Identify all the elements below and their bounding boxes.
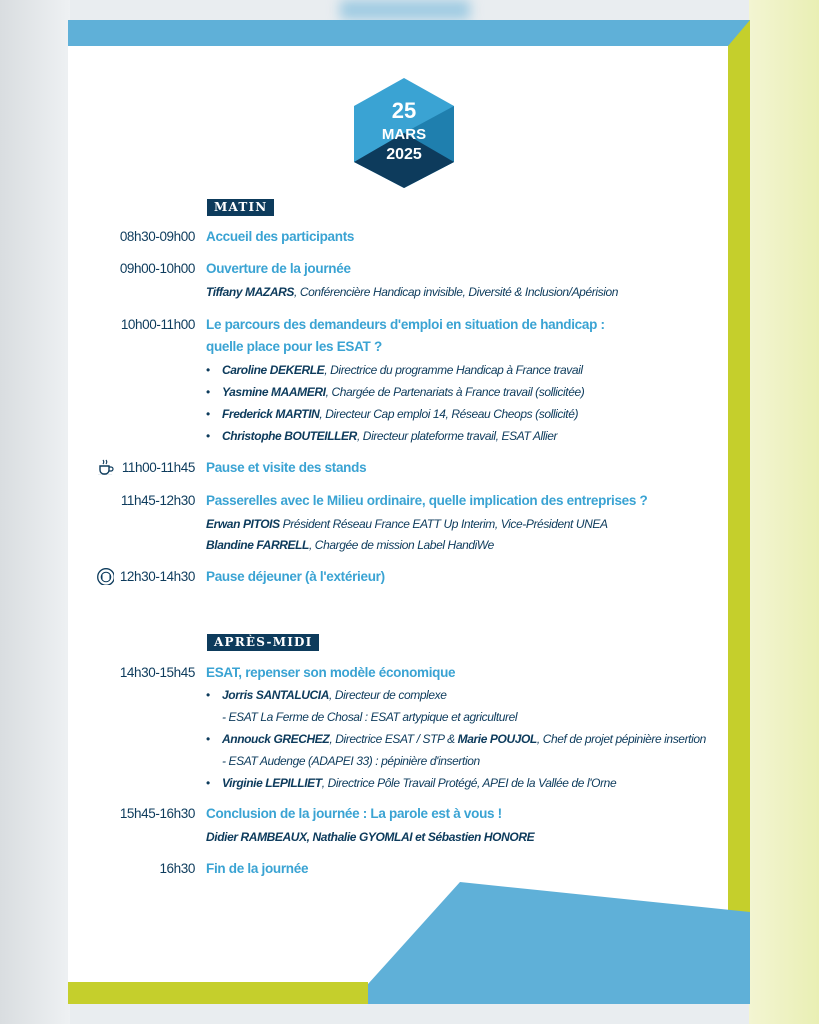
time-slot: 11h45-12h30 (120, 493, 195, 508)
session-title: Passerelles avec le Milieu ordinaire, quelle implication des entreprises ? (206, 493, 648, 508)
session-title: Fin de la journée (206, 861, 309, 876)
background-left (0, 0, 70, 1024)
coffee-cup-icon (96, 457, 114, 475)
session-title: Pause et visite des stands (206, 460, 367, 475)
session-title: Pause déjeuner (à l'extérieur) (206, 569, 385, 584)
speaker-line: Caroline DEKERLE, Directrice du programme Handicap à France travail (222, 363, 583, 377)
session-title: ESAT, repenser son modèle économique (206, 665, 456, 680)
time-slot: 10h00-11h00 (120, 317, 195, 332)
time-slot: 08h30-09h00 (119, 229, 195, 244)
session-title: Ouverture de la journée (206, 261, 351, 276)
speaker-line: Didier RAMBEAUX, Nathalie GYOMLAI et Sébastien HONORE (206, 830, 535, 844)
plate-icon (96, 567, 114, 585)
time-slot: 11h00-11h45 (121, 460, 195, 475)
speaker-line: Tiffany MAZARS, Conférencière Handicap invisible, Diversité & Inclusion/Apérision (206, 285, 619, 299)
time-slot: 09h00-10h00 (119, 261, 195, 276)
speaker-line: Blandine FARRELL, Chargée de mission Label HandiWe (206, 538, 494, 552)
speaker-line: Frederick MARTIN, Directeur Cap emploi 14, Réseau Cheops (sollicité) (222, 407, 579, 421)
program-page (68, 20, 750, 1004)
bullet: • (206, 407, 211, 421)
speaker-line: Christophe BOUTEILLER, Directeur plateforme travail, ESAT Allier (222, 429, 558, 443)
session-title: Accueil des participants (206, 229, 355, 244)
bullet: • (206, 429, 211, 443)
bullet: • (206, 385, 211, 399)
section-morning: MATIN (207, 199, 274, 216)
date-badge (352, 76, 456, 190)
speaker-line: Annouck GRECHEZ, Directrice ESAT / STP & Marie POUJOL, Chef de projet pépinière insertion (222, 732, 706, 746)
background-top (340, 0, 470, 20)
speaker-line: Erwan PITOIS Président Réseau France EATT Up Interim, Vice-Président UNEA (206, 517, 608, 531)
background-right (749, 0, 819, 1024)
speaker-line: Yasmine MAAMERI, Chargée de Partenariats à France travail (sollicitée) (222, 385, 585, 399)
speaker-line: Jorris SANTALUCIA, Directeur de complexe (222, 688, 447, 702)
date-day: 25 (391, 98, 417, 123)
bullet: • (206, 732, 211, 746)
time-slot: 15h45-16h30 (119, 806, 195, 821)
structure-line: - ESAT Audenge (ADAPEI 33) : pépinière d'insertion (222, 754, 480, 768)
bullet: • (206, 363, 211, 377)
session-title-cont: quelle place pour les ESAT ? (206, 339, 382, 354)
bullet: • (206, 688, 211, 702)
right-lime-band (728, 20, 750, 920)
speaker-line: Virginie LEPILLIET, Directrice Pôle Travail Protégé, APEI de la Vallée de l'Orne (222, 776, 617, 790)
bullet: • (206, 776, 211, 790)
time-slot: 16h30 (159, 861, 195, 876)
bottom-blue-shape (350, 882, 750, 1004)
time-slot: 14h30-15h45 (119, 665, 195, 680)
structure-line: - ESAT La Ferme de Chosal : ESAT artypique et agriculturel (222, 710, 518, 724)
date-month: MARS (381, 126, 427, 143)
section-afternoon: APRÈS-MIDI (207, 634, 319, 651)
session-title: Conclusion de la journée : La parole est à vous ! (206, 806, 502, 821)
time-slot: 12h30-14h30 (119, 569, 195, 584)
date-year: 2025 (386, 146, 422, 163)
session-title: Le parcours des demandeurs d'emploi en situation de handicap : (206, 317, 605, 332)
top-blue-band (68, 20, 750, 46)
bottom-lime-band (68, 982, 368, 1004)
